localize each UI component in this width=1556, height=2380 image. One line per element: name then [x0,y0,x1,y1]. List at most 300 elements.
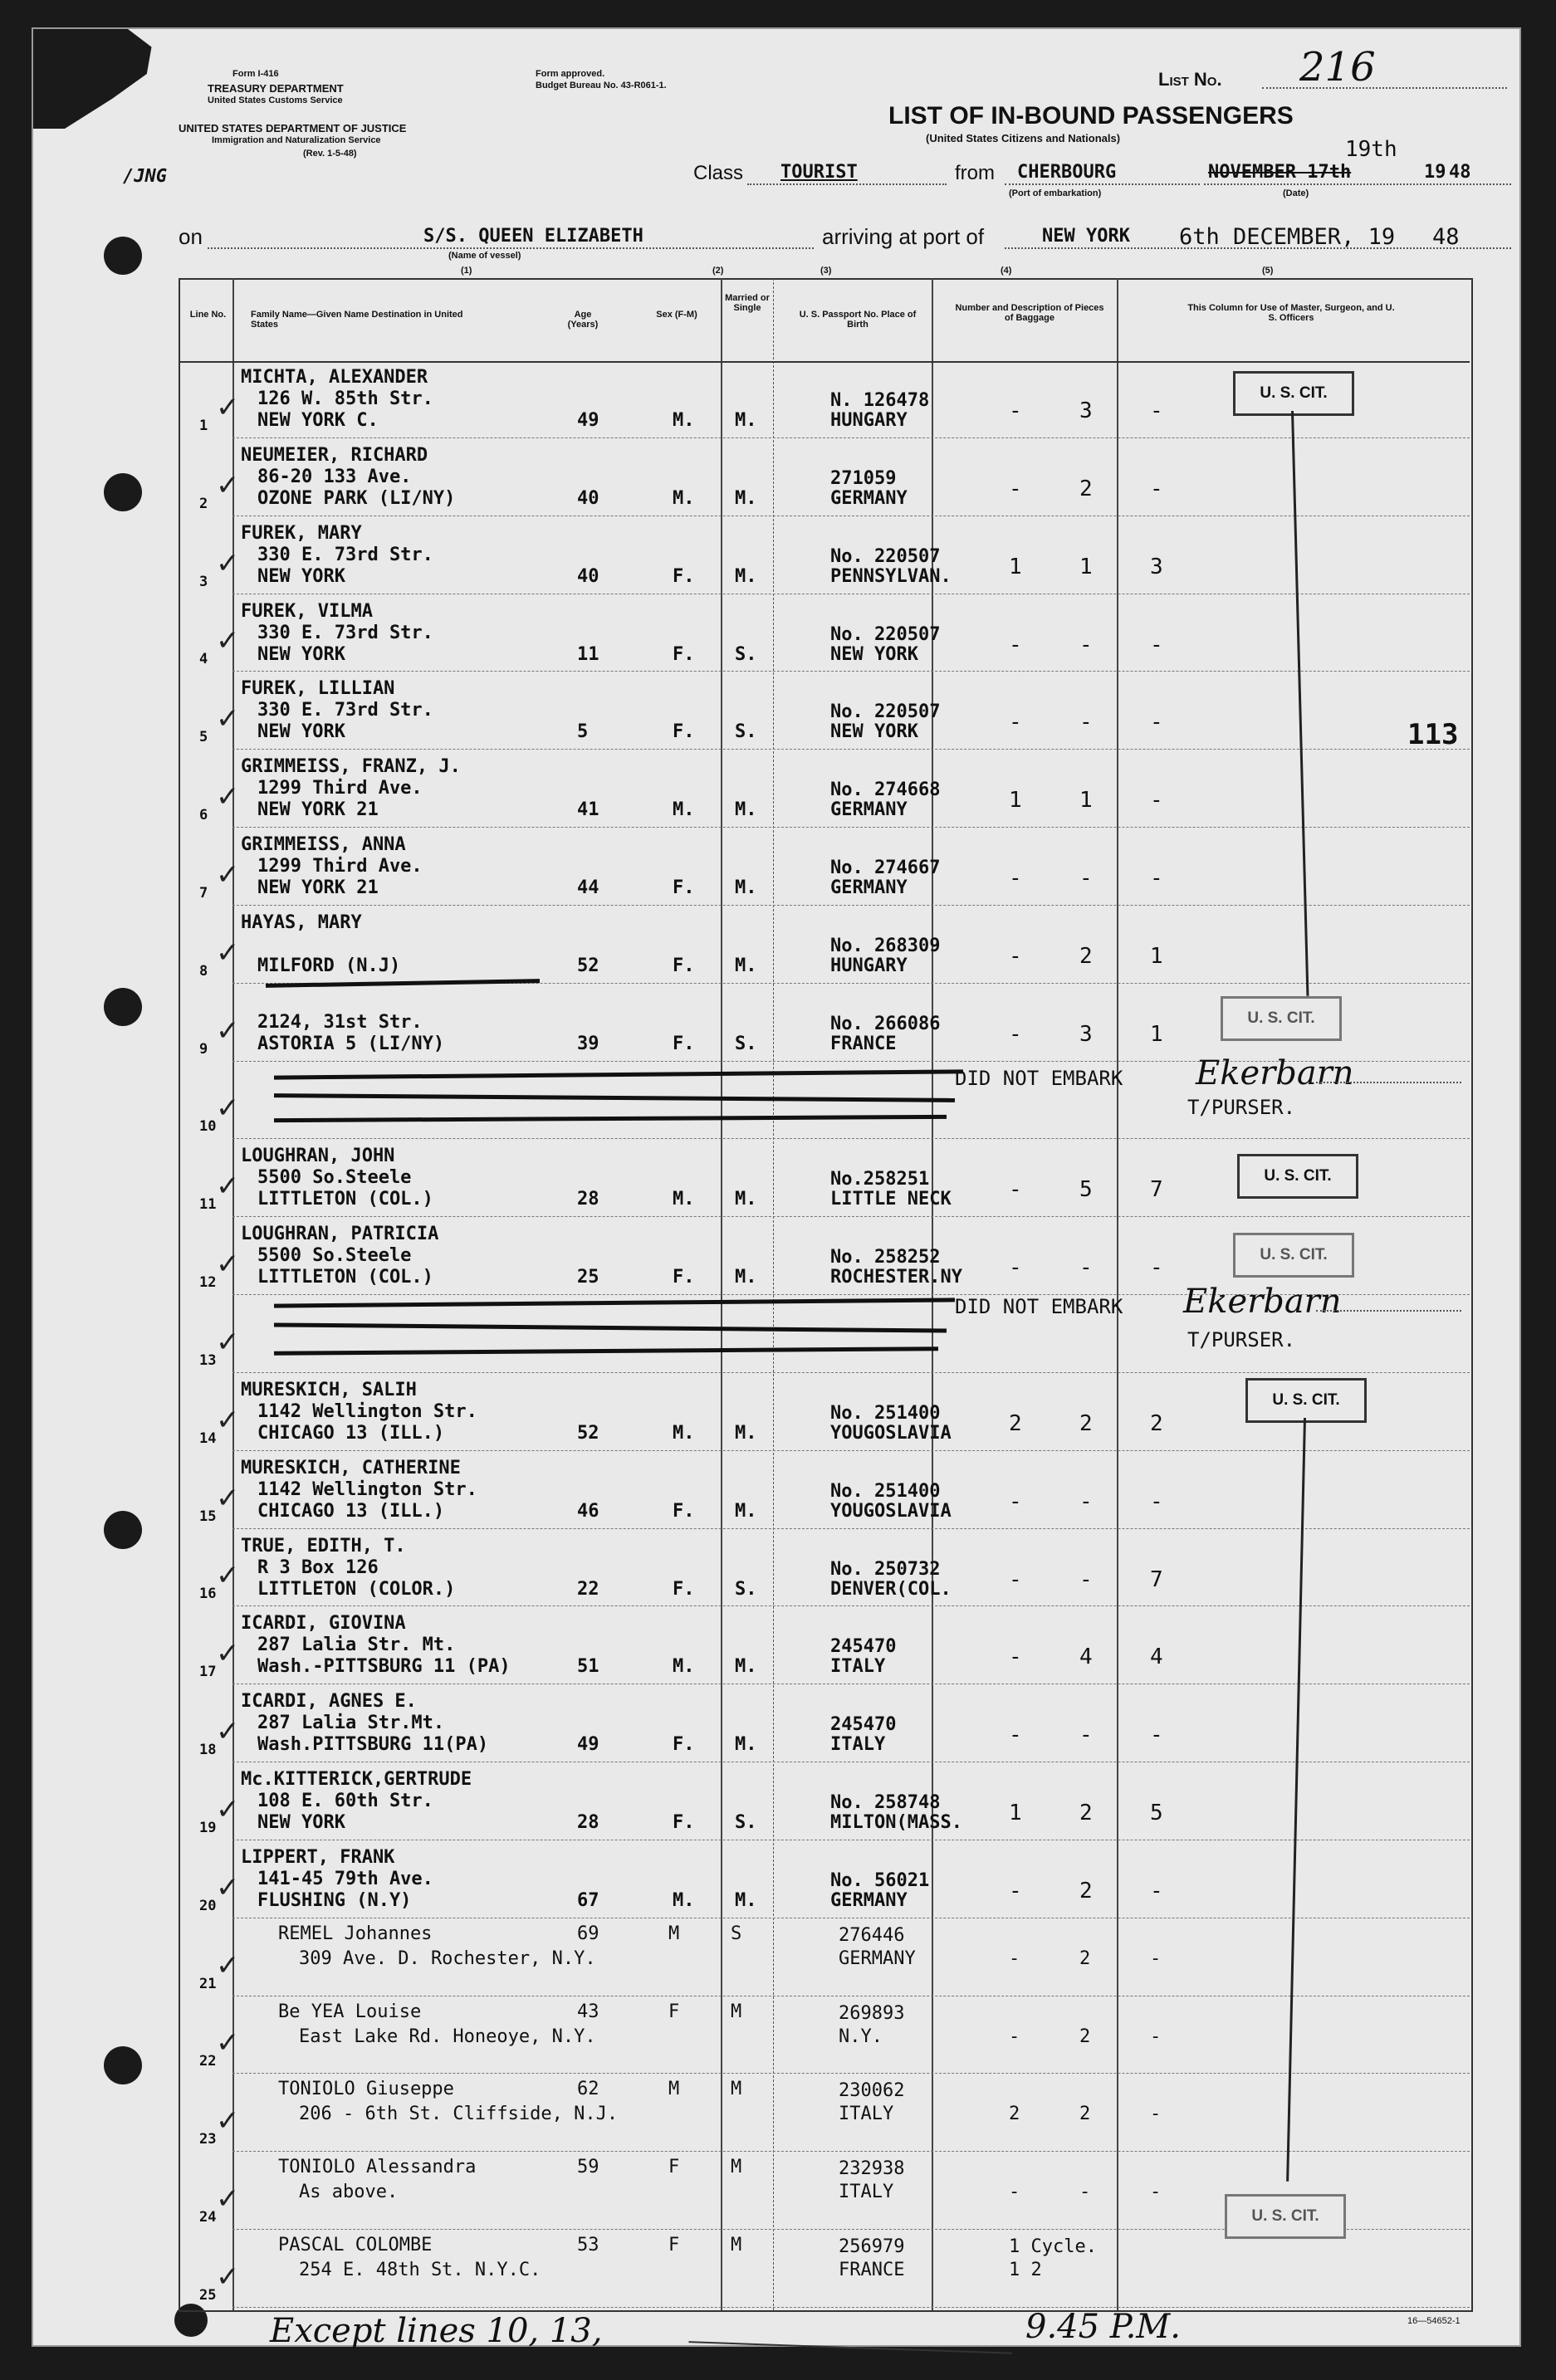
baggage-3: 1 [1150,943,1163,969]
passenger-name: MURESKICH, SALIH [241,1379,417,1400]
header-age: Age (Years) [567,310,599,330]
baggage-2: 1 [1079,554,1093,579]
punch-hole [104,988,142,1026]
passport-number: 245470 [830,1714,897,1736]
binding-pin [33,29,191,129]
passenger-sex: M [668,2079,680,2100]
passenger-destination: LITTLETON (COLOR.) [257,1578,456,1600]
baggage-2: 3 [1079,1021,1093,1047]
passenger-sex: F. [673,877,695,899]
marital-status: M. [735,955,757,976]
list-no-label: List No. [1158,69,1222,90]
clerk-initials: /JNG [123,166,167,187]
us-citizen-stamp: U. S. CIT. [1233,371,1354,416]
manifest-sheet [33,29,1519,2350]
table-row [179,2075,1470,2153]
passenger-name: MICHTA, ALEXANDER [241,367,428,388]
passenger-name: FUREK, VILMA [241,600,373,622]
marital-status: S. [735,721,757,743]
check-mark-icon: ✓ [216,1170,240,1204]
passenger-sex: F. [673,721,695,743]
passenger-address: 309 Ave. D. Rochester, N.Y. [299,1947,596,1969]
baggage-2: 1 2 [1009,2260,1042,2281]
baggage-2: - [1079,1488,1093,1514]
budget-bureau: Budget Bureau No. 43-R061-1. [536,81,667,90]
passenger-address: 141-45 79th Ave. [257,1868,433,1889]
line-number: 7 [199,884,208,902]
document-subtitle: (United States Citizens and Nationals) [926,132,1121,144]
check-mark-icon: ✓ [216,546,240,580]
line-number: 1 [199,417,208,434]
baggage-3: - [1150,476,1163,501]
print-code: 16—54652-1 [1407,2316,1461,2326]
baggage-3: - [1150,1488,1163,1514]
passenger-name: Mc.KITTERICK,GERTRUDE [241,1769,472,1791]
passenger-destination: NEW YORK [257,643,345,665]
arrival-year: 48 [1432,224,1460,250]
passport-number: No. 56021 [830,1869,930,1891]
baggage-2: 2 [1079,943,1093,969]
table-row [179,1607,1470,1685]
passenger-destination: NEW YORK [257,565,345,587]
marital-status: S. [735,643,757,665]
check-mark-icon: ✓ [216,1948,240,1982]
marital-status: M. [735,1734,757,1756]
passenger-address: 287 Lalia Str.Mt. [257,1713,445,1734]
baggage-1: 1 [1009,788,1022,814]
passenger-destination: NEW YORK 21 [257,799,379,821]
line-number: 2 [199,495,208,512]
purser-title: T/PURSER. [1187,1096,1296,1119]
line-number: 17 [199,1664,217,1681]
treasury-dept: TREASURY DEPARTMENT [208,82,344,95]
check-mark-icon: ✓ [216,1637,240,1671]
check-mark-icon: ✓ [216,2260,240,2294]
table-row [179,1841,1470,1919]
passport-number: No. 220507 [830,545,941,567]
us-citizen-stamp: U. S. CIT. [1221,996,1342,1041]
passenger-sex: F. [673,1267,695,1288]
place-of-birth: MILTON(MASS. [830,1812,962,1834]
passenger-sex: F. [673,1812,695,1834]
passenger-age: 49 [577,1734,599,1756]
baggage-1: - [1009,1723,1022,1748]
passenger-sex: F. [673,565,695,587]
passenger-age: 25 [577,1267,599,1288]
place-of-birth: FRANCE [830,1033,897,1054]
us-citizen-stamp: U. S. CIT. [1233,1233,1354,1278]
marital-status: M [731,2157,742,2178]
place-of-birth: GERMANY [839,1947,916,1969]
baggage-1: - [1009,2026,1020,2047]
passenger-sex: F. [673,1500,695,1522]
passenger-address: East Lake Rd. Honeoye, N.Y. [299,2026,596,2047]
passenger-address: As above. [299,2182,399,2203]
passenger-sex: M. [673,487,695,509]
passenger-age: 22 [577,1578,599,1600]
baggage-2: 2 [1079,476,1093,501]
place-of-birth: ITALY [830,1734,886,1756]
passenger-name: LIPPERT, FRANK [241,1846,395,1868]
check-mark-icon: ✓ [216,1014,240,1048]
marital-status: M [731,2001,742,2022]
line-number: 19 [199,1819,217,1836]
passenger-address: 287 Lalia Str. Mt. [257,1635,456,1656]
passenger-destination: Wash.-PITTSBURG 11 (PA) [257,1656,511,1678]
header-passport: U. S. Passport No. Place of Birth [799,310,917,330]
form-number: Form I-416 [232,69,279,79]
passport-number: No. 274668 [830,779,941,801]
justice-dept: UNITED STATES DEPARTMENT OF JUSTICE [179,122,407,134]
table-row [179,2231,1470,2309]
baggage-2: 3 [1079,398,1093,423]
check-mark-icon: ✓ [216,1559,240,1593]
check-mark-icon: ✓ [216,1092,240,1126]
passport-number: No. 258252 [830,1247,941,1268]
on-label: on [179,224,203,249]
header-line-no: Line No. [189,310,227,320]
line-number: 21 [199,1975,217,1992]
baggage-1: 1 [1009,554,1022,579]
date-year-prefix: 19 [1424,162,1446,183]
line-number: 12 [199,1274,217,1292]
baggage-3: 3 [1150,554,1163,579]
place-of-birth: GERMANY [830,1889,908,1911]
place-of-birth: FRANCE [839,2260,905,2281]
line-number: 20 [199,1897,217,1914]
baggage-3: 7 [1150,1566,1163,1592]
check-mark-icon: ✓ [216,390,240,424]
baggage-1: - [1009,1488,1022,1514]
check-mark-icon: ✓ [216,780,240,814]
passenger-address: 206 - 6th St. Cliffside, N.J. [299,2104,619,2125]
baggage-1: - [1009,1255,1022,1281]
arrival-date: 6th DECEMBER, 19 [1179,224,1396,250]
baggage-3: - [1150,2026,1162,2047]
passenger-name: TONIOLO Giuseppe [278,2079,454,2100]
passenger-age: 5 [577,721,589,743]
passenger-destination: NEW YORK [257,1812,345,1834]
baggage-2: - [1079,866,1093,892]
passenger-age: 59 [577,2157,599,2178]
passenger-age: 43 [577,2001,599,2022]
passenger-address: R 3 Box 126 [257,1557,379,1578]
passenger-name: ICARDI, GIOVINA [241,1613,406,1635]
baggage-1: - [1009,943,1022,969]
baggage-1: 2 [1009,2104,1020,2125]
passport-number: No. 251400 [830,1480,941,1502]
passenger-address: 108 E. 60th Str. [257,1791,433,1812]
passenger-age: 28 [577,1189,599,1210]
baggage-1: - [1009,1878,1022,1904]
passenger-age: 39 [577,1033,599,1054]
baggage-3: - [1150,1723,1163,1748]
purser-signature: Ekerbarn [1196,1054,1354,1092]
footer-time: 9.45 P.M. [1025,2308,1181,2346]
passenger-address: 330 E. 73rd Str. [257,700,433,721]
passport-number: No. 268309 [830,935,941,956]
vessel-name: S/S. QUEEN ELIZABETH [423,226,643,247]
line-number: 8 [199,962,208,980]
passenger-address: 1142 Wellington Str. [257,1478,477,1500]
punch-hole [104,473,142,511]
check-mark-icon: ✓ [216,2182,240,2216]
passenger-destination: NEW YORK [257,721,345,743]
passenger-sex: M. [673,1656,695,1678]
baggage-3: - [1150,2104,1162,2125]
marital-status: S. [735,1033,757,1054]
passport-number: 232938 [839,2158,905,2180]
passenger-sex: M. [673,1422,695,1444]
passenger-sex: F. [673,643,695,665]
marital-status: M. [735,1889,757,1911]
passenger-address: 254 E. 48th St. N.Y.C. [299,2260,541,2281]
place-of-birth: GERMANY [830,487,908,509]
marital-status: M. [735,410,757,431]
passenger-destination: MILFORD (N.J) [257,955,401,976]
passenger-sex: F. [673,1578,695,1600]
passenger-age: 49 [577,410,599,431]
place-of-birth: DENVER(COL. [830,1578,952,1600]
baggage-3: - [1150,2182,1162,2203]
date-caption: (Date) [1283,188,1309,198]
line-number: 23 [199,2131,217,2148]
class-label: Class [693,162,744,184]
arrival-port: NEW YORK [1042,226,1130,247]
line-number: 22 [199,2053,217,2070]
customs-service: United States Customs Service [208,95,343,105]
baggage-1: 2 [1009,1410,1022,1436]
passenger-destination: NEW YORK C. [257,410,379,431]
baggage-1: - [1009,1644,1022,1670]
check-mark-icon: ✓ [216,1870,240,1904]
table-row [179,1763,1470,1841]
table-row [179,595,1470,673]
passenger-name: ICARDI, AGNES E. [241,1691,417,1713]
table-row [179,1530,1470,1608]
passenger-sex: M. [673,1889,695,1911]
baggage-2: 2 [1079,1801,1093,1826]
line-number: 10 [199,1118,217,1136]
marital-status: S. [735,1812,757,1834]
passenger-age: 46 [577,1500,599,1522]
passenger-name: PASCAL COLOMBE [278,2235,433,2256]
passenger-name: TRUE, EDITH, T. [241,1535,406,1557]
column-number: (5) [1262,266,1274,276]
place-of-birth: YOUGOSLAVIA [830,1422,952,1444]
passport-number: No. 220507 [830,623,941,645]
line-number: 11 [199,1196,217,1214]
baggage-3: - [1150,788,1163,814]
baggage-3: 1 [1150,1021,1163,1047]
table-row [179,672,1470,750]
passenger-age: 62 [577,2079,599,2100]
baggage-3: - [1150,1255,1163,1281]
inspector-signature [688,2308,1013,2354]
immigration-service: Immigration and Naturalization Service [212,135,381,145]
line-number: 24 [199,2209,217,2226]
baggage-1: - [1009,1021,1022,1047]
purser-title: T/PURSER. [1187,1328,1296,1351]
passenger-address: 5500 So.Steele [257,1245,412,1267]
punch-hole [104,237,142,275]
class-value: TOURIST [780,162,858,183]
baggage-3: - [1150,398,1163,423]
passenger-address: 2124, 31st Str. [257,1011,423,1033]
passenger-name: GRIMMEISS, ANNA [241,834,406,856]
baggage-1: - [1009,476,1022,501]
line-number: 5 [199,729,208,746]
table-row [179,828,1470,907]
passenger-destination: OZONE PARK (LI/NY) [257,487,456,509]
passenger-address: 5500 So.Steele [257,1167,412,1189]
purser-signature: Ekerbarn [1183,1283,1342,1321]
side-number: 113 [1407,718,1459,751]
arriving-label: arriving at port of [822,224,985,249]
header-name: Family Name—Given Name Destination in United States [251,310,463,330]
table-row [179,1685,1470,1763]
header-baggage: Number and Description of Pieces of Baggage [955,303,1104,323]
passenger-sex: F. [673,955,695,976]
port-caption: (Port of embarkation) [1009,188,1102,198]
from-value: CHERBOURG [1017,162,1117,183]
baggage-2: - [1079,710,1093,736]
place-of-birth: YOUGOSLAVIA [830,1500,952,1522]
place-of-birth: GERMANY [830,877,908,899]
passenger-name: FUREK, LILLIAN [241,678,395,700]
baggage-2: - [1079,1566,1093,1592]
passenger-age: 40 [577,487,599,509]
check-mark-icon: ✓ [216,1325,240,1359]
passenger-sex: M. [673,410,695,431]
baggage-1: - [1009,710,1022,736]
form-approved: Form approved. [536,69,605,79]
line-number: 4 [199,651,208,668]
vessel-caption: (Name of vessel) [448,251,521,261]
baggage-2: 5 [1079,1177,1093,1203]
passenger-sex: M. [673,799,695,821]
check-mark-icon: ✓ [216,936,240,970]
place-of-birth: ROCHESTER.NY [830,1267,962,1288]
passenger-sex: M [668,1923,680,1944]
passport-number: 276446 [839,1924,905,1946]
date-day: 19th [1345,137,1397,162]
from-label: from [955,162,995,184]
marital-status: M. [735,1189,757,1210]
passenger-age: 44 [577,877,599,899]
passenger-name: GRIMMEISS, FRANZ, J. [241,756,461,778]
baggage-3: 2 [1150,1410,1163,1436]
table-row [179,439,1470,517]
passport-number: No. 250732 [830,1558,941,1580]
passenger-sex: F [668,2001,680,2022]
baggage-2: 1 [1079,788,1093,814]
passenger-age: 40 [577,565,599,587]
passenger-address: 1299 Third Ave. [257,778,423,799]
baggage-1: - [1009,1947,1020,1969]
header-sex: Sex (F-M) [656,310,697,320]
passenger-age: 52 [577,955,599,976]
passenger-age: 28 [577,1812,599,1834]
place-of-birth: HUNGARY [830,955,908,976]
line-number: 3 [199,573,208,590]
table-row [179,1452,1470,1530]
passport-number: 230062 [839,2080,905,2102]
us-citizen-stamp: U. S. CIT. [1237,1154,1358,1199]
place-of-birth: ITALY [839,2182,894,2203]
baggage-2: 2 [1079,1878,1093,1904]
us-citizen-stamp: U. S. CIT. [1245,1378,1367,1423]
passenger-destination: Wash.PITTSBURG 11(PA) [257,1734,489,1756]
baggage-2: 2 [1079,1410,1093,1436]
column-number: (2) [712,266,724,276]
line-number: 13 [199,1351,217,1369]
baggage-1: - [1009,398,1022,423]
marital-status: M. [735,1267,757,1288]
marital-status: M. [735,565,757,587]
baggage-3: - [1150,866,1163,892]
passenger-name: FUREK, MARY [241,522,362,544]
marital-status: S. [735,1578,757,1600]
passport-number: No. 266086 [830,1013,941,1034]
marital-status: M. [735,1422,757,1444]
passenger-age: 69 [577,1923,599,1944]
passenger-name: HAYAS, MARY [241,911,362,933]
passenger-address: 126 W. 85th Str. [257,389,433,409]
passenger-destination: CHICAGO 13 (ILL.) [257,1422,445,1444]
passenger-address: 1142 Wellington Str. [257,1400,477,1422]
line-number: 15 [199,1508,217,1525]
header-officers: This Column for Use of Master, Surgeon, and U. S. Officers [1187,303,1395,323]
passport-number: No. 274667 [830,858,941,879]
check-mark-icon: ✓ [216,2104,240,2138]
passport-number: 245470 [830,1636,897,1658]
table-row [179,1919,1470,1997]
check-mark-icon: ✓ [216,1248,240,1282]
check-mark-icon: ✓ [216,468,240,502]
passenger-sex: F [668,2157,680,2178]
check-mark-icon: ✓ [216,858,240,892]
passenger-destination: FLUSHING (N.Y) [257,1889,412,1911]
check-mark-icon: ✓ [216,1481,240,1515]
passport-number: No. 258748 [830,1792,941,1814]
passenger-destination: ASTORIA 5 (LI/NY) [257,1033,445,1054]
document-title: LIST OF IN-BOUND PASSENGERS [888,102,1294,130]
did-not-embark-13: DID NOT EMBARK [955,1295,1123,1318]
table-row [179,750,1470,828]
passenger-age: 11 [577,643,599,665]
passenger-address: 1299 Third Ave. [257,856,423,877]
passport-number: 269893 [839,2002,905,2024]
marital-status: M. [735,1500,757,1522]
baggage-3: - [1150,632,1163,657]
check-mark-icon: ✓ [216,1715,240,1749]
baggage-2: 2 [1079,1947,1091,1969]
did-not-embark-10: DID NOT EMBARK [955,1067,1123,1090]
marital-status: M. [735,877,757,899]
table-row [179,907,1470,985]
us-citizen-stamp: U. S. CIT. [1225,2194,1346,2239]
check-mark-icon: ✓ [216,1792,240,1826]
passport-number: No. 251400 [830,1402,941,1424]
line-number: 18 [199,1742,217,1759]
baggage-3: - [1150,710,1163,736]
table-row [179,517,1470,595]
passenger-name: REMEL Johannes [278,1923,433,1944]
line-number: 9 [199,1040,208,1058]
line-number: 14 [199,1429,217,1447]
column-number: (1) [461,266,472,276]
